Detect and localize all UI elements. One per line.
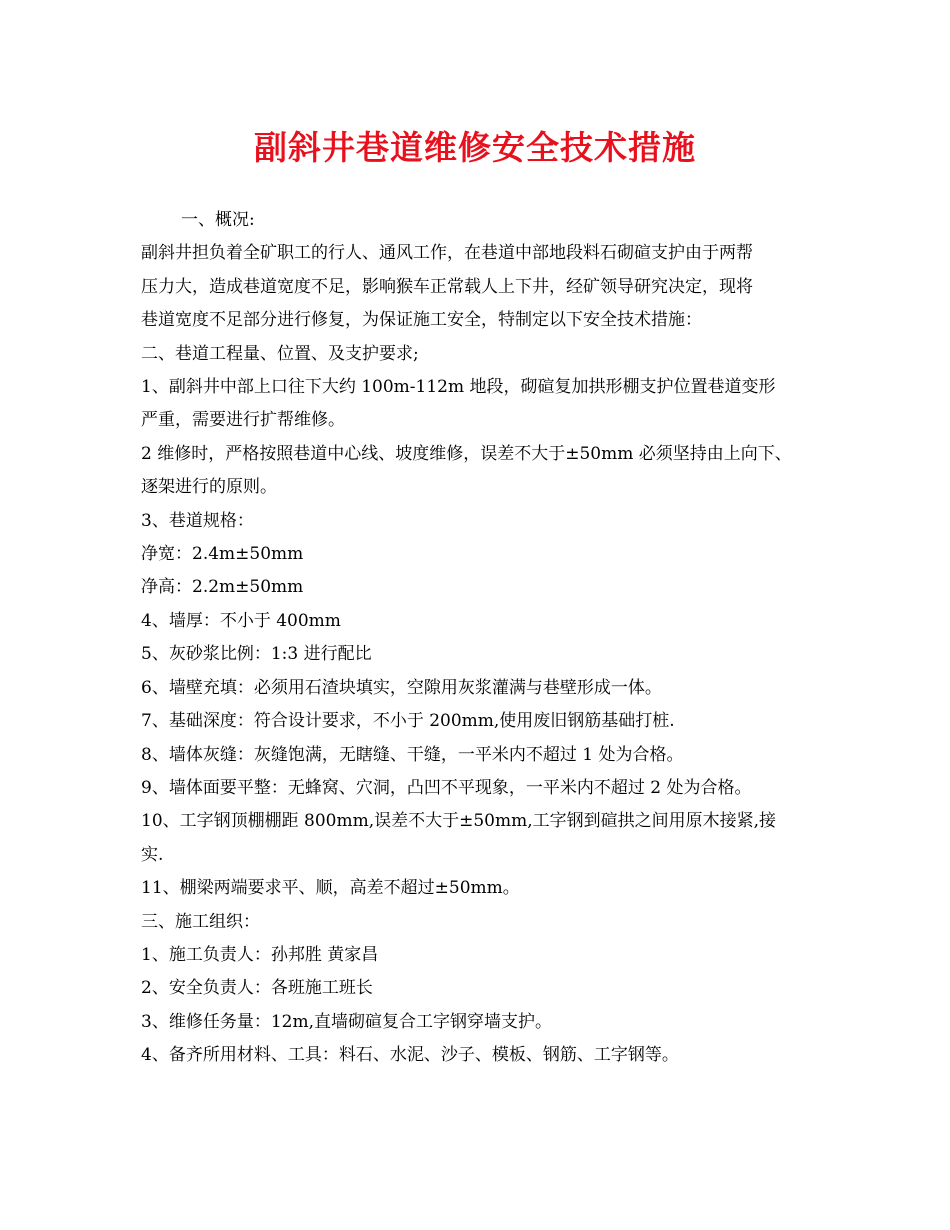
body-line: 净宽：2.4m±50mm: [141, 544, 304, 565]
body-line: 严重，需要进行扩帮维修。: [141, 410, 345, 431]
body-line: 1、副斜井中部上口往下大约 100m-112m 地段，砌碹复加拱形棚支护位置巷道变形: [141, 377, 776, 398]
document-body: [141, 204, 831, 1073]
body-line: 1、施工负责人：孙邦胜 黄家昌: [141, 944, 379, 965]
body-line: 3、维修任务量：12m,直墙砌碹复合工字钢穿墙支护。: [141, 1011, 552, 1032]
body-line: 压力大，造成巷道宽度不足，影响猴车正常载人上下井，经矿领导研究决定，现将: [141, 276, 753, 297]
body-line: 7、基础深度：符合设计要求，不小于 200mm,使用废旧钢筋基础打桩.: [141, 711, 675, 732]
body-line: 4、墙厚：不小于 400mm: [141, 610, 341, 631]
body-line: 实.: [141, 844, 164, 865]
document-title: 副斜井巷道维修安全技术措施: [254, 128, 696, 167]
body-line: 9、墙体面要平整：无蜂窝、穴洞，凸凹不平现象，一平米内不超过 2 处为合格。: [141, 777, 752, 798]
body-line: 10、工字钢顶棚棚距 800mm,误差不大于±50mm,工字钢到碹拱之间用原木接紧,接: [141, 811, 777, 832]
body-line: 5、灰砂浆比例：1:3 进行配比: [141, 644, 372, 665]
body-line: 二、巷道工程量、位置、及支护要求;: [141, 343, 419, 364]
body-line: 巷道宽度不足部分进行修复，为保证施工安全，特制定以下安全技术措施：: [141, 310, 702, 331]
body-line: 2、安全负责人：各班施工班长: [141, 978, 373, 999]
body-line: 净高：2.2m±50mm: [141, 577, 304, 598]
body-line: 8、墙体灰缝：灰缝饱满，无瞎缝、干缝，一平米内不超过 1 处为合格。: [141, 744, 684, 765]
body-line: 一、概况:: [181, 210, 255, 230]
body-line: 2 维修时，严格按照巷道中心线、坡度维修，误差不大于±50mm 必须坚持由上向下、: [141, 443, 792, 464]
body-line: 6、墙壁充填：必须用石渣块填实，空隙用灰浆灌满与巷壁形成一体。: [141, 677, 662, 698]
body-line: 三、施工组织：: [141, 911, 260, 932]
body-line: 逐架进行的原则。: [141, 477, 277, 498]
body-line: 11、棚梁两端要求平、顺，高差不超过±50mm。: [141, 878, 520, 899]
body-line: 3、巷道规格：: [141, 510, 254, 531]
body-line: 4、备齐所用材料、工具：料石、水泥、沙子、模板、钢筋、工字钢等。: [141, 1045, 679, 1066]
body-line: 副斜井担负着全矿职工的行人、通风工作，在巷道中部地段料石砌碹支护由于两帮: [141, 243, 753, 264]
